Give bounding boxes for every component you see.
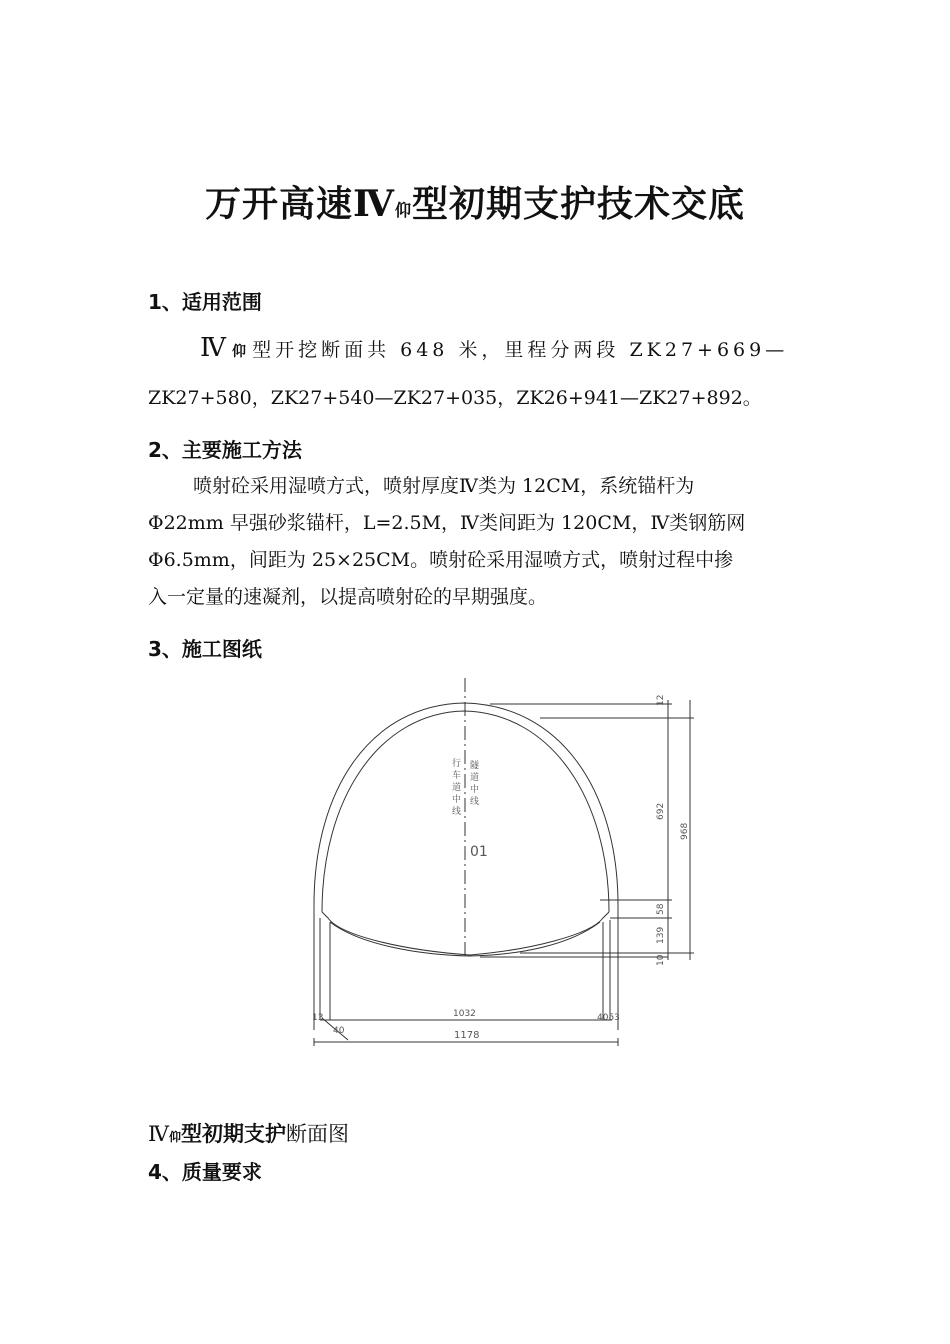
dim-arch: 692: [656, 802, 666, 820]
para-sub: 仰: [232, 344, 247, 360]
dim-bottom-inner: 1032: [453, 1009, 476, 1019]
drawing-caption: [148, 1118, 349, 1148]
dim-total: 968: [680, 822, 690, 840]
section-2-line-3: Φ6.5mm，间距为 25×25CM。喷射砼采用湿喷方式，喷射过程中掺: [148, 549, 734, 571]
tunnel-section-drawing: [300, 672, 700, 1052]
section-2-heading: 2、主要施工方法: [148, 438, 302, 462]
label-left-4: 中: [452, 795, 462, 805]
dim-right-4053: 4053: [597, 1013, 620, 1023]
para-text-1: 型开挖断面共 648 米，里程分两段 ZK27+669—: [252, 339, 789, 361]
label-right-4: 线: [470, 797, 480, 807]
page-title: [0, 176, 950, 227]
title-suffix: 型初期支护技术交底: [412, 183, 746, 225]
caption-sub: 仰: [168, 1130, 181, 1144]
label-right-1: 隧: [470, 761, 480, 771]
section-3-heading: 3、施工图纸: [148, 637, 262, 661]
title-prefix: 万开高速Ⅳ: [204, 183, 395, 225]
section-2-line-1: 喷射砼采用湿喷方式，喷射厚度Ⅳ类为 12CM，系统锚杆为: [193, 475, 695, 497]
section-2-line-2: Φ22mm 早强砂浆锚杆，L=2.5M，Ⅳ类间距为 120CM，Ⅳ类钢筋网: [148, 512, 746, 534]
dim-139: 139: [656, 926, 666, 944]
dim-top: 12: [656, 694, 666, 706]
label-left-2: 车: [452, 771, 462, 781]
title-sub: 仰: [394, 201, 413, 220]
dim-bottom-total: 1178: [454, 1030, 480, 1041]
caption-roman: Ⅳ: [148, 1122, 169, 1146]
section-1-para-line1: [200, 328, 788, 372]
section-2-line-4: 入一定量的速凝剂，以提高喷射砼的早期强度。: [148, 586, 548, 608]
caption-bold: 型初期支护: [181, 1121, 286, 1146]
dim-58: 58: [656, 903, 666, 915]
label-left-1: 行: [452, 759, 462, 769]
para-roman: Ⅳ: [200, 333, 226, 363]
dim-left-13: 13: [312, 1013, 324, 1023]
outer-arch: [314, 703, 618, 1030]
label-left-5: 线: [452, 807, 462, 817]
label-right-2: 道: [470, 773, 480, 783]
section-1-para-line2: ZK27+580，ZK27+540—ZK27+035，ZK26+941—ZK27+892。: [148, 387, 762, 409]
caption-normal: 断面图: [286, 1122, 349, 1146]
section-4-heading: 4、质量要求: [148, 1160, 262, 1184]
dim-10: 10: [656, 954, 666, 966]
center-mark: 01: [470, 844, 488, 860]
dim-left-40: 40: [333, 1026, 345, 1036]
label-left-3: 道: [452, 783, 462, 793]
section-1-heading: 1、适用范围: [148, 290, 262, 314]
label-right-3: 中: [470, 785, 480, 795]
